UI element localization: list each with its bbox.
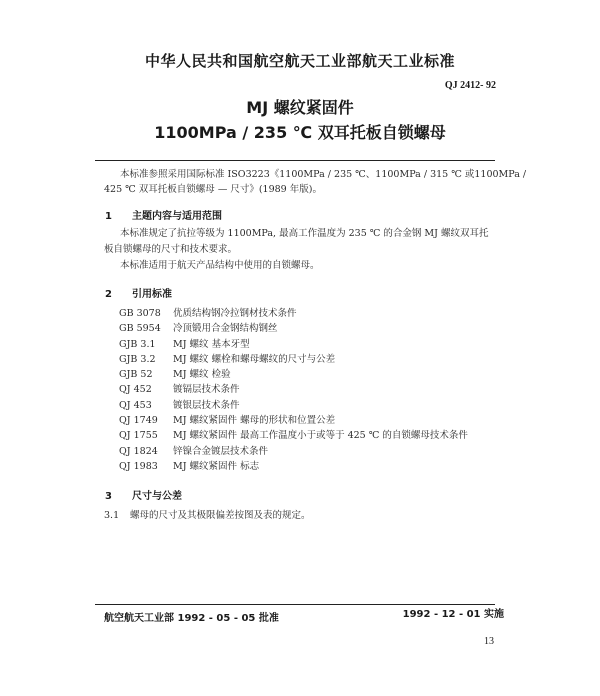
ref-title: MJ 螺纹 检验 [173,369,231,381]
subsection-3-1 [104,508,311,523]
ref-code: GJB 3.1 [119,338,156,350]
ref-title: MJ 螺纹紧固件 螺母的形状和位置公差 [173,415,336,427]
list-item [119,367,519,382]
ref-code: QJ 1824 [119,445,158,457]
list-item [119,306,519,321]
intro-line-1: 本标准参照采用国际标准 ISO3223《1100MPa / 235 ℃、1100MPa / 315 ℃ 或1100MPa / [120,169,527,180]
list-item [119,459,519,474]
page-number: 13 [484,636,494,647]
list-item [119,444,519,459]
standard-code: QJ 2412- 92 [444,80,496,91]
ref-code: GB 5954 [119,323,161,335]
list-item [119,321,519,336]
ref-code: GJB 52 [119,369,153,381]
document-title-line1: MJ 螺纹紧固件 [246,98,354,117]
section-number: 3 [105,491,112,502]
section-1-paragraph-3: 本标准适用于航天产品结构中使用的自锁螺母。 [120,260,320,271]
list-item [119,352,519,367]
ref-code: GJB 3.2 [119,353,156,365]
ref-code: GB 3078 [119,308,161,319]
issuing-authority-title: 中华人民共和国航空航天工业部航天工业标准 [144,52,455,70]
ref-title: 锌镍合金镀层技术条件 [173,445,269,457]
document-title-line2: 1100MPa / 235 ℃ 双耳托板自锁螺母 [154,123,446,142]
section-title: 引用标准 [132,289,172,300]
subsection-text: 螺母的尺寸及其极限偏差按图及表的规定。 [130,510,311,521]
section-title: 主题内容与适用范围 [132,211,222,222]
list-item [119,398,519,413]
ref-code: QJ 1755 [119,430,158,442]
section-1-paragraph-1: 本标准规定了抗拉等级为 1100MPa, 最高工作温度为 235 ℃ 的合金钢 MJ 螺纹双耳托 [120,228,489,239]
ref-code: QJ 1983 [119,460,158,472]
list-item [119,382,519,397]
section-2-heading [105,285,172,300]
list-item [119,428,519,443]
approval-date: 航空航天工业部 1992 - 05 - 05 批准 [104,613,279,624]
ref-code: QJ 453 [119,399,152,411]
referenced-standards-list [119,306,519,474]
ref-title: 镀镉层技术条件 [173,384,240,396]
section-1-heading [105,207,222,222]
section-number: 2 [105,289,112,300]
ref-title: MJ 螺纹紧固件 标志 [173,460,260,472]
ref-code: QJ 452 [119,384,152,396]
ref-title: 冷顶锻用合金钢结构钢丝 [173,323,278,335]
ref-title: MJ 螺纹 基本牙型 [173,338,250,350]
section-title: 尺寸与公差 [132,491,182,502]
ref-title: MJ 螺纹 螺栓和螺母螺纹的尺寸与公差 [173,353,336,365]
implementation-date: 1992 - 12 - 01 实施 [402,609,504,620]
ref-title: 镀银层技术条件 [173,399,240,411]
ref-title: 优质结构钢冷拉钢材技术条件 [173,308,297,319]
list-item [119,337,519,352]
intro-line-2: 425 ℃ 双耳托板自锁螺母 — 尺寸》(1989 年版)。 [104,184,322,195]
ref-code: QJ 1749 [119,415,158,427]
section-number: 1 [105,211,112,222]
ref-title: MJ 螺纹紧固件 最高工作温度小于或等于 425 ℃ 的自锁螺母技术条件 [173,430,468,442]
top-divider [95,160,495,161]
section-1-paragraph-2: 板自锁螺母的尺寸和技术要求。 [104,244,238,255]
list-item [119,413,519,428]
section-3-heading [105,487,182,502]
subsection-number: 3.1 [104,510,120,521]
